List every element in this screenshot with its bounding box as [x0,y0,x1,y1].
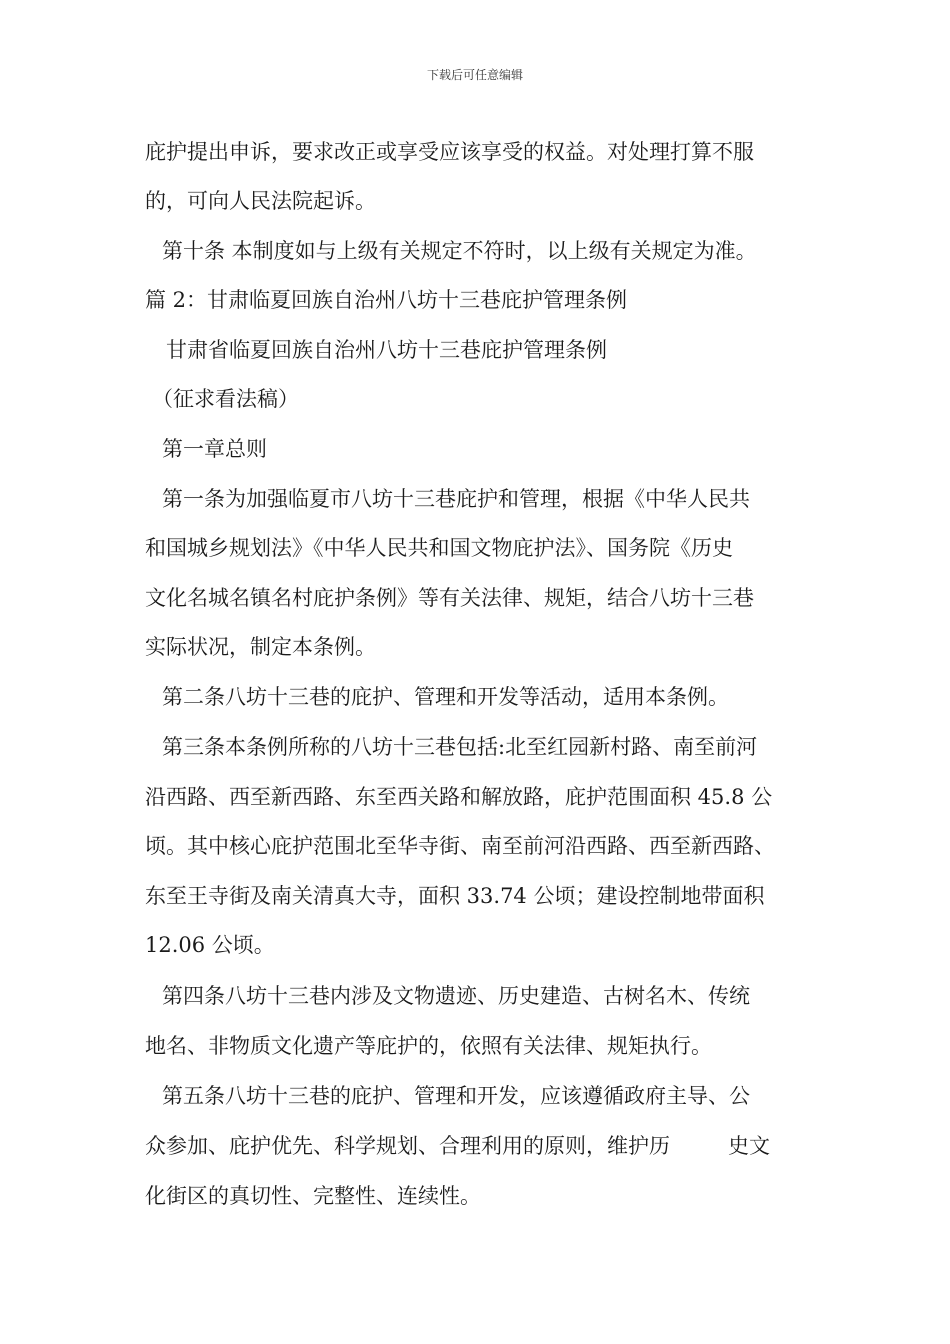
chapter-title: 第一章总则 [162,437,267,461]
text-line: 的，可向人民法院起诉。 [145,189,376,213]
text-line: 第五条八坊十三巷的庇护、管理和开发，应该遵循政府主导、公 [162,1084,750,1108]
text-line: 第二条八坊十三巷的庇护、管理和开发等活动，适用本条例。 [162,685,729,709]
text-segment: 众参加、庇护优先、科学规划、合理利用的原则，维护历 [145,1134,670,1158]
text-line: 地名、非物质文化遗产等庇护的，依照有关法律、规矩执行。 [145,1034,712,1058]
text-line: 沿西路、西至新西路、东至西关路和解放路，庇护范围面积 45.8 公 [145,785,773,809]
text-line [145,1131,770,1161]
regulation-title: 甘肃省临夏回族自治州八坊十三巷庇护管理条例 [166,338,607,362]
text-line: 和国城乡规划法》《中华人民共和国文物庇护法》、国务院《历史 [145,536,733,560]
section-title: 篇 2：甘肃临夏回族自治州八坊十三巷庇护管理条例 [145,288,628,312]
text-line: 第四条八坊十三巷内涉及文物遗迹、历史建造、古树名木、传统 [162,984,750,1008]
text-line: 化街区的真切性、完整性、连续性。 [145,1184,481,1208]
draft-note: （征求看法稿） [152,387,299,411]
text-line: 12.06 公顷。 [145,933,275,957]
page-header: 下载后可任意编辑 [426,68,523,82]
text-line: 第一条为加强临夏市八坊十三巷庇护和管理，根据《中华人民共 [162,487,750,511]
text-line: 文化名城名镇名村庇护条例》等有关法律、规矩，结合八坊十三巷 [145,586,754,610]
text-line: 东至王寺街及南关清真大寺，面积 33.74 公顷；建设控制地带面积 [145,884,765,908]
article-10: 第十条 本制度如与上级有关规定不符时，以上级有关规定为准。 [162,239,757,263]
text-line: 顷。其中核心庇护范围北至华寺街、南至前河沿西路、西至新西路、 [145,834,775,858]
text-segment: 史文 [728,1134,770,1158]
text-line: 第三条本条例所称的八坊十三巷包括:北至红园新村路、南至前河 [162,735,758,759]
text-line: 实际状况，制定本条例。 [145,635,376,659]
text-line: 庇护提出申诉，要求改正或享受应该享受的权益。对处理打算不服 [145,140,754,164]
